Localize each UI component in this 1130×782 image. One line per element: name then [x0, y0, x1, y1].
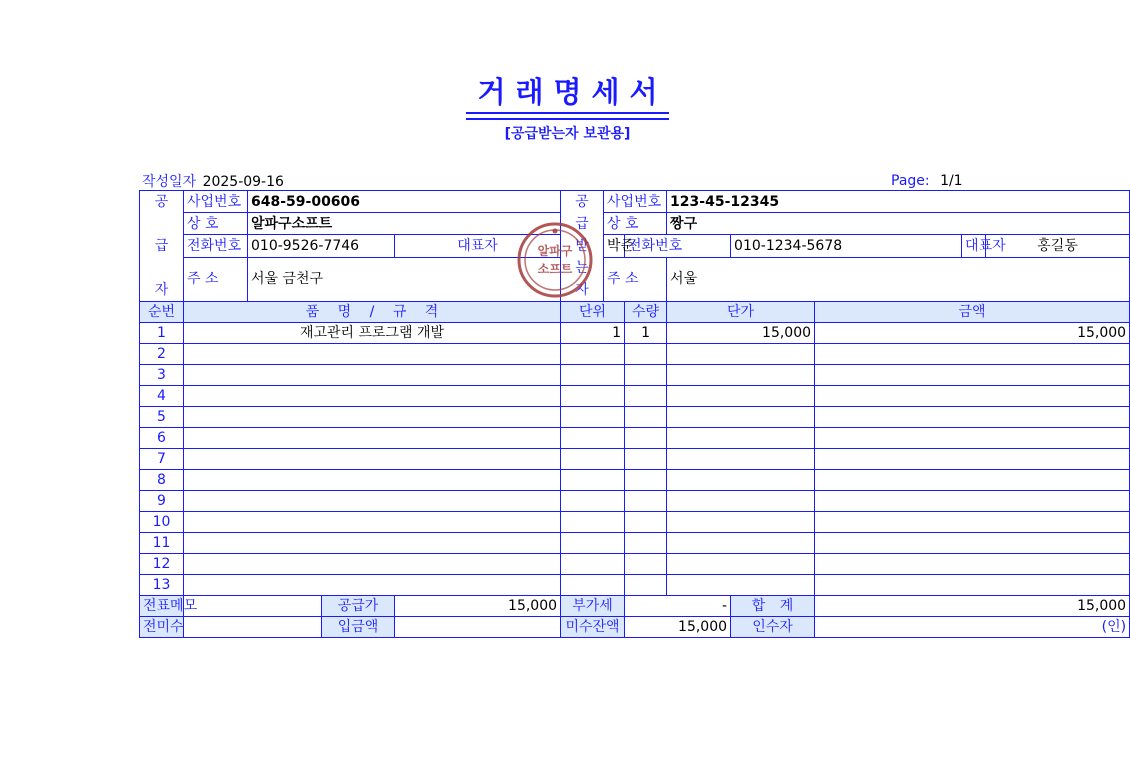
item-qty [625, 512, 667, 533]
item-qty [625, 386, 667, 407]
receiver-phone-value: 010-1234-5678 [731, 235, 962, 257]
party-row-phone [140, 235, 1130, 257]
item-no: 2 [140, 344, 184, 365]
item-amount [815, 344, 1130, 365]
supplier-bizno-value: 648-59-00606 [248, 191, 561, 213]
item-unit [561, 344, 625, 365]
receiver-side-char: 자 [575, 282, 589, 298]
item-row [140, 554, 1130, 575]
svg-text:소프트: 소프트 [537, 262, 573, 276]
item-name [184, 512, 561, 533]
item-qty [625, 575, 667, 596]
item-unit: 1 [561, 323, 625, 344]
supplier-phone-value: 010-9526-7746 [248, 235, 395, 257]
item-qty [625, 470, 667, 491]
col-header-name: 품 명 / 규 격 [184, 302, 561, 323]
issue-date-label: 작성일자 [142, 174, 197, 190]
supply-value: 15,000 [395, 596, 561, 617]
item-name [184, 365, 561, 386]
footer-row-2 [140, 617, 1130, 638]
issue-date-row [142, 171, 284, 191]
col-header-unit: 단위 [561, 302, 625, 323]
item-no: 7 [140, 449, 184, 470]
item-price: 15,000 [667, 323, 815, 344]
item-price [667, 533, 815, 554]
item-unit [561, 449, 625, 470]
document-subtitle: [공급받는자 보관용] [504, 126, 631, 142]
item-amount [815, 449, 1130, 470]
item-amount [815, 533, 1130, 554]
page-label: Page: [891, 173, 930, 189]
item-no: 12 [140, 554, 184, 575]
supplier-rep-label: 대표자 [395, 235, 561, 257]
item-row [140, 323, 1130, 344]
item-row [140, 386, 1130, 407]
item-name [184, 449, 561, 470]
svg-text:알파구: 알파구 [537, 244, 573, 258]
item-price [667, 344, 815, 365]
item-price [667, 428, 815, 449]
col-header-qty: 수량 [625, 302, 667, 323]
total-value: 15,000 [815, 596, 1130, 617]
supplier-phone-label: 전화번호 [184, 235, 248, 257]
item-price [667, 491, 815, 512]
item-name [184, 428, 561, 449]
item-qty [625, 554, 667, 575]
item-name: 재고관리 프로그램 개발 [184, 323, 561, 344]
item-qty [625, 365, 667, 386]
receiver-address-value: 서울 [667, 257, 1130, 301]
item-row [140, 365, 1130, 386]
vat-label: 부가세 [561, 596, 625, 617]
receiver-bizno-value: 123-45-12345 [667, 191, 1130, 213]
item-name [184, 491, 561, 512]
item-name [184, 533, 561, 554]
item-price [667, 575, 815, 596]
supplier-side-label [140, 191, 184, 302]
item-qty [625, 407, 667, 428]
supplier-address-value: 서울 금천구 [248, 257, 561, 301]
item-name [184, 344, 561, 365]
receiver-rep-label: 대표자 [962, 235, 986, 257]
item-qty: 1 [625, 323, 667, 344]
issue-date-value: 2025-09-16 [202, 174, 284, 190]
receiver-rep-value: 홍길동 [986, 235, 1130, 257]
col-header-amount: 금액 [815, 302, 1130, 323]
col-header-price: 단가 [667, 302, 815, 323]
item-row [140, 428, 1130, 449]
item-name [184, 470, 561, 491]
footer-row-1 [140, 596, 1130, 617]
item-no: 5 [140, 407, 184, 428]
deposit-label: 입금액 [322, 617, 395, 638]
receiver-phone-label: 전화번호 [625, 235, 731, 257]
receiver-company-value: 짱구 [667, 213, 1130, 235]
item-name [184, 386, 561, 407]
total-label: 합 계 [731, 596, 815, 617]
item-amount [815, 575, 1130, 596]
receiver-side-label [561, 191, 604, 302]
item-qty [625, 449, 667, 470]
item-unit [561, 428, 625, 449]
item-no: 9 [140, 491, 184, 512]
receiver-side-char: 공 [575, 194, 589, 210]
receiver-address-label: 주 소 [604, 257, 667, 301]
item-amount [815, 512, 1130, 533]
supplier-company-label: 상 호 [184, 213, 248, 235]
title-underline-second [466, 118, 669, 120]
item-qty [625, 533, 667, 554]
item-amount: 15,000 [815, 323, 1130, 344]
item-qty [625, 428, 667, 449]
item-no: 11 [140, 533, 184, 554]
supplier-address-label: 주 소 [184, 257, 248, 301]
receiver-sign-label: 인수자 [731, 617, 815, 638]
item-unit [561, 491, 625, 512]
party-row-bizno [140, 191, 1130, 213]
document-title: 거래명세서 [477, 75, 668, 109]
item-row [140, 575, 1130, 596]
item-row [140, 533, 1130, 554]
receiver-bizno-label: 사업번호 [604, 191, 667, 213]
item-price [667, 407, 815, 428]
item-name [184, 575, 561, 596]
title-underline [466, 112, 669, 114]
party-row-company [140, 213, 1130, 235]
item-price [667, 512, 815, 533]
receiver-side-char: 는 [575, 260, 589, 276]
item-row [140, 449, 1130, 470]
item-unit [561, 407, 625, 428]
item-amount [815, 365, 1130, 386]
supplier-rep-value: 박준 [604, 235, 625, 257]
item-price [667, 386, 815, 407]
supplier-side-char: 급 [154, 238, 169, 254]
receiver-side-char: 급 [575, 216, 589, 232]
item-unit [561, 470, 625, 491]
item-name [184, 407, 561, 428]
supplier-side-char: 공 [154, 194, 169, 210]
item-price [667, 554, 815, 575]
supplier-company-value: 알파구소프트 [248, 213, 561, 235]
item-no: 8 [140, 470, 184, 491]
items-header-row [140, 302, 1130, 323]
prev-balance-label: 전미수 [140, 617, 184, 638]
item-unit [561, 512, 625, 533]
supplier-side-char: 자 [154, 282, 169, 298]
deposit-value [395, 617, 561, 638]
item-unit [561, 575, 625, 596]
item-unit [561, 365, 625, 386]
item-unit [561, 386, 625, 407]
item-row [140, 344, 1130, 365]
item-amount [815, 491, 1130, 512]
page-value: 1/1 [940, 173, 963, 189]
item-no: 13 [140, 575, 184, 596]
items-body [140, 323, 1130, 596]
party-row-address [140, 257, 1130, 301]
item-no: 3 [140, 365, 184, 386]
item-amount [815, 407, 1130, 428]
item-qty [625, 344, 667, 365]
col-header-no: 순번 [140, 302, 184, 323]
item-qty [625, 491, 667, 512]
item-amount [815, 386, 1130, 407]
statement-table [139, 190, 1130, 638]
item-unit [561, 533, 625, 554]
receiver-company-label: 상 호 [604, 213, 667, 235]
item-row [140, 512, 1130, 533]
item-no: 10 [140, 512, 184, 533]
item-row [140, 470, 1130, 491]
item-price [667, 365, 815, 386]
vat-value: - [625, 596, 731, 617]
item-amount [815, 554, 1130, 575]
item-price [667, 470, 815, 491]
item-no: 4 [140, 386, 184, 407]
memo-label: 전표메모 [140, 596, 184, 617]
item-no: 1 [140, 323, 184, 344]
balance-label: 미수잔액 [561, 617, 625, 638]
memo-value [184, 596, 322, 617]
item-row [140, 491, 1130, 512]
item-amount [815, 470, 1130, 491]
prev-balance-value [184, 617, 322, 638]
item-price [667, 449, 815, 470]
item-row [140, 407, 1130, 428]
supplier-bizno-label: 사업번호 [184, 191, 248, 213]
receiver-sign-value: (인) [815, 617, 1130, 638]
balance-value: 15,000 [625, 617, 731, 638]
item-amount [815, 428, 1130, 449]
item-name [184, 554, 561, 575]
receiver-side-char: 받 [575, 238, 589, 254]
item-no: 6 [140, 428, 184, 449]
item-unit [561, 554, 625, 575]
page-indicator [891, 173, 963, 189]
supply-label: 공급가 [322, 596, 395, 617]
